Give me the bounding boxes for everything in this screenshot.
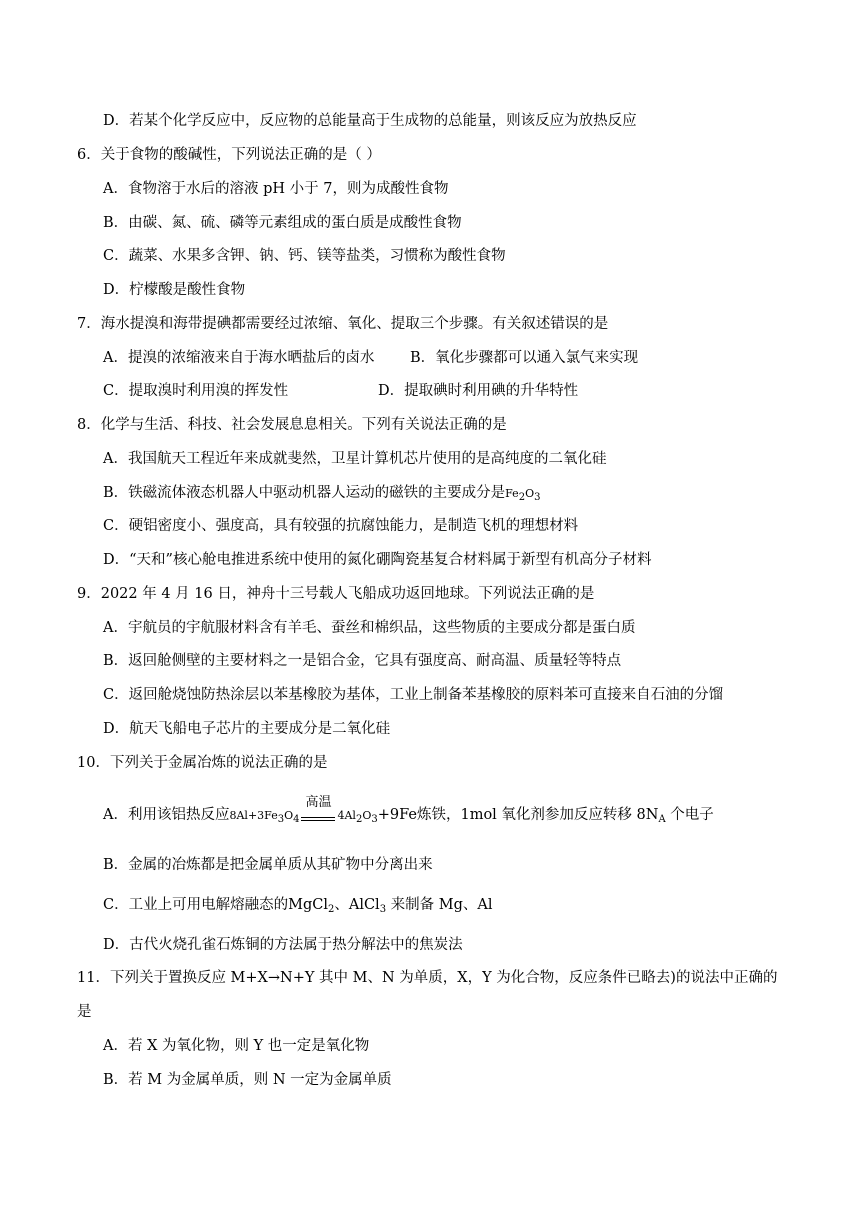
- q10-option-c: C．工业上可用电解熔融态的MgCl$_2$、AlCl$_3$ 来制备 Mg、Al: [103, 897, 493, 915]
- q7-option-d: D．提取碘时利用碘的升华特性: [378, 383, 579, 399]
- q6-option-c: C．蔬菜、水果多含钾、钠、钙、镁等盐类，习惯称为酸性食物: [103, 248, 506, 264]
- q7-option-a: A．提溴的浓缩液来自于海水晒盐后的卤水: [103, 350, 375, 366]
- q6-stem: 6．关于食物的酸碱性，下列说法正确的是（ ）: [77, 147, 381, 163]
- q7-option-b: B．氧化步骤都可以通入氯气来实现: [410, 350, 639, 366]
- q11-option-b: B．若 M 为金属单质，则 N 一定为金属单质: [103, 1072, 392, 1088]
- mgcl2-formula: MgCl$_2$: [288, 897, 335, 915]
- q5-option-d: D．若某个化学反应中，反应物的总能量高于生成物的总能量，则该反应为放热反应: [103, 113, 637, 129]
- q10-stem: 10．下列关于金属冶炼的说法正确的是: [77, 755, 328, 771]
- fe2o3-formula: $Fe_2O_3$: [505, 487, 541, 503]
- q11-option-a: A．若 X 为氧化物，则 Y 也一定是氧化物: [103, 1038, 370, 1054]
- q7-option-c: C．提取溴时利用溴的挥发性: [103, 383, 289, 399]
- q8-option-d: D．“天和”核心舱电推进系统中使用的氮化硼陶瓷基复合材料属于新型有机高分子材料: [103, 552, 652, 568]
- q7-stem: 7．海水提溴和海带提碘都需要经过浓缩、氧化、提取三个步骤。有关叙述错误的是: [77, 316, 609, 332]
- q9-option-d: D．航天飞船电子芯片的主要成分是二氧化硅: [103, 721, 391, 737]
- q6-option-d: D．柠檬酸是酸性食物: [103, 282, 246, 298]
- q9-option-c: C．返回舱烧蚀防热涂层以苯基橡胶为基体，工业上制备苯基橡胶的原料苯可直接来自石油的分馏: [103, 687, 724, 703]
- q10-option-b: B．金属的冶炼都是把金属单质从其矿物中分离出来: [103, 857, 433, 873]
- alcl3-formula: AlCl$_3$: [348, 897, 387, 915]
- q9-option-a: A．宇航员的宇航服材料含有羊毛、蚕丝和棉织品，这些物质的主要成分都是蛋白质: [103, 620, 636, 636]
- q8-option-b-text: B．铁磁流体液态机器人中驱动机器人运动的磁铁的主要成分是: [103, 485, 506, 501]
- thermite-reactants: $8Al+3Fe_3O_4$: [229, 809, 300, 825]
- q8-option-c: C．硬铝密度小、强度高，具有较强的抗腐蚀能力，是制造飞机的理想材料: [103, 518, 579, 534]
- thermite-products: $4Al_2O_3$: [337, 809, 378, 825]
- q8-option-a: A．我国航天工程近年来成就斐然，卫星计算机芯片使用的是高纯度的二氧化硅: [103, 451, 607, 467]
- q11-stem-line2: 是: [77, 1004, 92, 1020]
- q9-option-b: B．返回舱侧壁的主要材料之一是铝合金，它具有强度高、耐高温、质量轻等特点: [103, 653, 622, 669]
- q10-option-a: A．利用该铝热反应$8Al+3Fe_3O_4$ 高温 $4Al_2O_3+9Fe$炼铁，1mol 氧化剂参加反应转移 $8N_A$ 个电子: [103, 795, 714, 825]
- q8-option-b: [103, 483, 540, 508]
- reaction-arrow-high-temp: 高温: [301, 811, 335, 821]
- q10-option-d: D．古代火烧孔雀石炼铜的方法属于热分解法中的焦炭法: [103, 937, 463, 953]
- q6-option-b: B．由碳、氮、硫、磷等元素组成的蛋白质是成酸性食物: [103, 215, 462, 231]
- q11-stem-line1: 11．下列关于置换反应 M+X→N+Y 其中 M、N 为单质，X，Y 为化合物，反应条件已略去)的说法中正确的: [77, 970, 778, 986]
- q6-option-a: A．食物溶于水后的溶液 pH 小于 7，则为成酸性食物: [103, 181, 449, 197]
- q9-stem: 9．2022 年 4 月 16 日，神舟十三号载人飞船成功返回地球。下列说法正确的是: [77, 586, 595, 602]
- q8-stem: 8．化学与生活、科技、社会发展息息相关。下列有关说法正确的是: [77, 417, 507, 433]
